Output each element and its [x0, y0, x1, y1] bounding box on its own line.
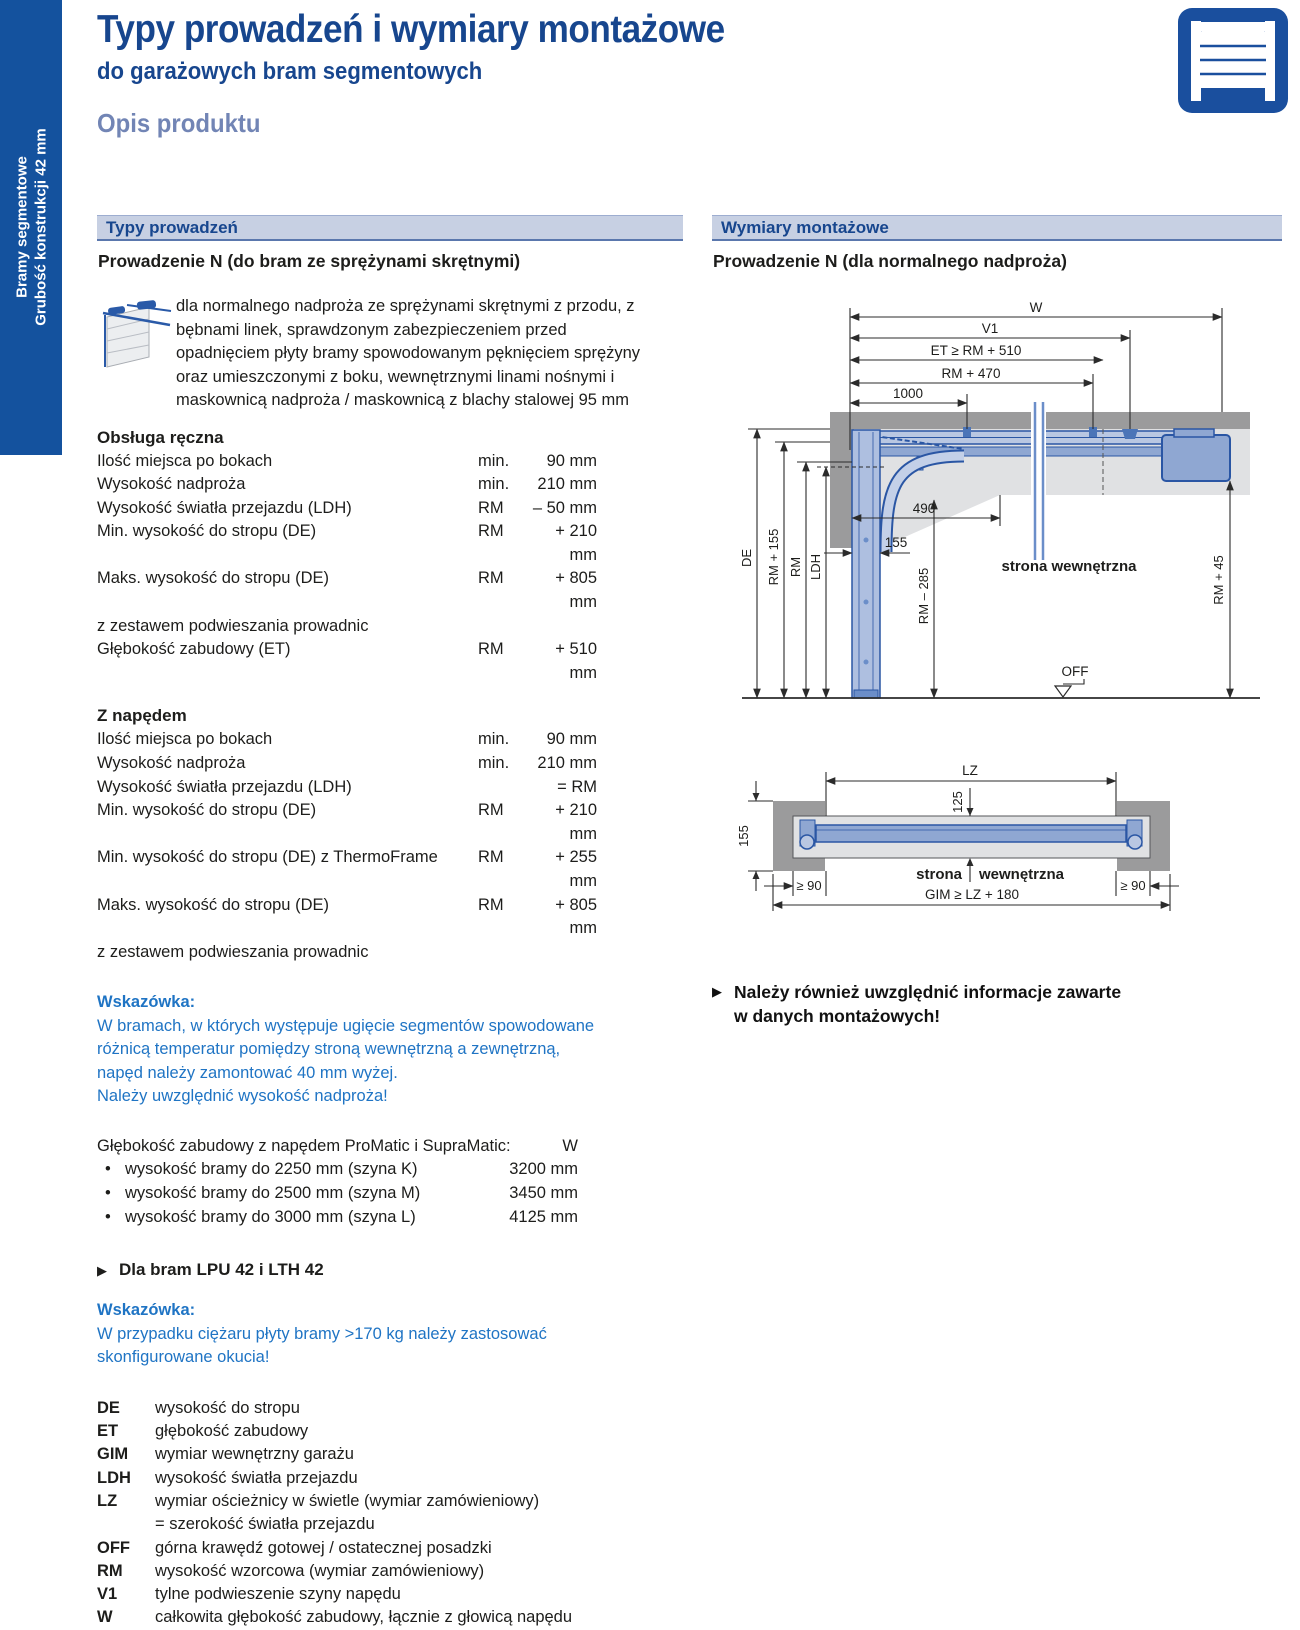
- triangle-bullet: ▶: [97, 1263, 107, 1279]
- row-value: [524, 615, 597, 639]
- row-label: Głębokość zabudowy (ET): [97, 640, 291, 659]
- legend-key: W: [97, 1608, 113, 1627]
- row-prefix: [478, 776, 524, 800]
- frame-and-door: [793, 816, 1150, 858]
- legend-text: = szerokość światła przejazdu: [155, 1515, 375, 1534]
- row-prefix: RM: [478, 801, 504, 820]
- legend-text: wysokość światła przejazdu: [155, 1468, 358, 1487]
- row-value: + 210 mm: [555, 522, 597, 564]
- for-doors-note: [97, 1260, 683, 1282]
- sidebar-line2: Grubość konstrukcji 42 mm: [32, 128, 50, 326]
- drive-head: [1162, 435, 1230, 481]
- note-line-1: Należy również uwzględnić informacje zawarte: [734, 982, 1122, 1002]
- row-prefix: RM: [478, 640, 504, 659]
- dim-rm45-label: RM + 45: [1211, 555, 1226, 605]
- legend-text: głębokość zabudowy: [155, 1422, 309, 1441]
- row-label: z zestawem podwieszania prowadnic: [97, 942, 369, 961]
- depth-heading: Głębokość zabudowy z napędem ProMatic i SupraMatic:: [97, 1136, 511, 1155]
- table-row: [97, 497, 683, 521]
- legend-key: OFF: [97, 1538, 130, 1557]
- hint-line: W przypadku ciężaru płyty bramy >170 kg należy zastosować: [97, 1324, 547, 1343]
- dim-gim-label: GIM ≥ LZ + 180: [924, 887, 1020, 902]
- intro-paragraph: dla normalnego nadproża ze sprężynami skrętnymi z przodu, z bębnami linek, sprawdzonym zabezpieczeniem przed opadnięciem płyty bramy spowodowanym pęknięciem sprężyny oraz umieszczonymi z boku, wewnętrznymi linami nośnymi i maskownicą nadproża / maskownicą z blachy stalowej 95 mm: [176, 297, 641, 409]
- item-value: 3200 mm: [509, 1160, 578, 1179]
- legend-key: DE: [97, 1398, 120, 1417]
- installation-note: [712, 980, 1282, 1028]
- dim-ldh-label: LDH: [808, 553, 823, 581]
- depth-heading-row: [97, 1135, 578, 1159]
- sidebar-tab: [0, 0, 62, 455]
- off-level-symbol: [1055, 664, 1089, 697]
- row-label: Min. wysokość do stropu (DE): [97, 522, 317, 541]
- legend-key: GIM: [97, 1445, 129, 1464]
- row-label: Wysokość nadproża: [97, 475, 246, 494]
- inner-side-label: strona wewnętrzna: [1001, 558, 1137, 575]
- inner-side-word-1: strona: [916, 866, 962, 883]
- intro-block: [97, 295, 683, 413]
- left-column: [97, 215, 683, 1630]
- row-label: Wysokość światła przejazdu (LDH): [97, 777, 352, 796]
- page-header: [97, 8, 794, 139]
- row-value: 210 mm: [537, 475, 597, 494]
- list-item: [97, 1206, 578, 1230]
- page-title: Typy prowadzeń i wymiary montażowe: [97, 8, 725, 51]
- row-value: + 210 mm: [555, 801, 597, 843]
- item-value: 4125 mm: [509, 1207, 578, 1226]
- legend-text: wymiar wewnętrzny garażu: [155, 1445, 354, 1464]
- legend-row: [97, 1420, 683, 1443]
- hint-line: W bramach, w których występuje ugięcie segmentów spowodowane: [97, 1016, 595, 1035]
- depth-col-header: W: [562, 1136, 578, 1155]
- legend-text: całkowita głębokość zabudowy, łącznie z głowicą napędu: [155, 1608, 573, 1627]
- legend-row: [97, 1443, 683, 1466]
- row-label: Min. wysokość do stropu (DE): [97, 801, 317, 820]
- row-label: Ilość miejsca po bokach: [97, 730, 273, 749]
- hint-title: Wskazówka:: [97, 1301, 196, 1320]
- break-symbol: [1031, 402, 1046, 560]
- row-value: + 805 mm: [555, 569, 597, 612]
- table-row: [97, 615, 683, 639]
- row-value: [524, 941, 597, 965]
- dim-125: [950, 788, 974, 816]
- dim-v1-label: V1: [981, 321, 999, 336]
- note-line-2: w danych montażowych!: [734, 1006, 941, 1026]
- row-value: + 805 mm: [555, 895, 597, 938]
- ge90-right-label: ≥ 90: [1120, 878, 1146, 893]
- right-section-bar: Wymiary montażowe: [712, 215, 1282, 241]
- row-value: – 50 mm: [532, 498, 597, 517]
- dim-rm155-label: RM + 155: [766, 528, 781, 586]
- item-value: 3450 mm: [509, 1184, 578, 1203]
- inner-side-plan-label: [916, 858, 1065, 883]
- table-row: [97, 752, 683, 776]
- for-doors-text: Dla bram LPU 42 i LTH 42: [119, 1260, 324, 1280]
- dim-155-plan: [748, 781, 773, 891]
- row-value: = RM: [557, 777, 597, 796]
- note-text: [734, 980, 1121, 1028]
- legend-key: [97, 1513, 155, 1536]
- table-row: [97, 728, 683, 752]
- row-prefix: min.: [478, 730, 510, 749]
- manual-title: Obsługa ręczna: [97, 427, 224, 447]
- dim-1000-label: 1000: [892, 386, 924, 401]
- dim-lz-label: LZ: [962, 763, 978, 778]
- hint-title: Wskazówka:: [97, 993, 196, 1012]
- hint-line: skonfigurowane okucia!: [97, 1348, 270, 1367]
- drive-table: [97, 704, 683, 964]
- off-label: OFF: [1061, 664, 1089, 679]
- legend-text: wysokość wzorcowa (wymiar zamówieniowy): [155, 1561, 485, 1580]
- legend-row: [97, 1467, 683, 1490]
- garage-door-icon: [1178, 8, 1288, 123]
- legend-key: ET: [97, 1422, 119, 1441]
- sectional-door-icon: [97, 295, 176, 413]
- list-item: [97, 1182, 578, 1206]
- legend-row: [97, 1537, 683, 1560]
- table-row: [97, 776, 683, 800]
- sidebar-vertical-text: [1, 0, 63, 455]
- table-row: [97, 894, 683, 941]
- bullet: •: [105, 1184, 111, 1203]
- plan-view-diagram: [712, 748, 1282, 938]
- row-prefix: RM: [478, 569, 504, 588]
- table-row: [97, 638, 683, 685]
- hint-line: Należy uwzględnić wysokość nadproża!: [97, 1087, 388, 1106]
- dim-de-label: DE: [739, 548, 754, 568]
- legend-row: [97, 1606, 683, 1629]
- left-section-bar: Typy prowadzeń: [97, 215, 683, 241]
- legend-row: [97, 1490, 683, 1513]
- table-row: [97, 846, 683, 893]
- row-label: Wysokość nadproża: [97, 754, 246, 773]
- legend-key: RM: [97, 1561, 123, 1580]
- hint-block-1: [97, 991, 683, 1109]
- table-row: [97, 941, 683, 965]
- page-subtitle: do garażowych bram segmentowych: [97, 58, 483, 85]
- row-label: Wysokość światła przejazdu (LDH): [97, 498, 352, 517]
- row-prefix: RM: [478, 498, 504, 517]
- row-label: Min. wysokość do stropu (DE) z ThermoFrame: [97, 848, 438, 867]
- left-subheader: Prowadzenie N (do bram ze sprężynami skrętnymi): [98, 251, 521, 271]
- legend-row: [97, 1560, 683, 1583]
- dim-155-plan-label: 155: [736, 825, 751, 847]
- inner-side-word-2: wewnętrzna: [979, 866, 1065, 883]
- item-label: wysokość bramy do 2250 mm (szyna K): [125, 1160, 418, 1179]
- row-value: 90 mm: [546, 730, 597, 749]
- right-column: [712, 215, 1282, 1028]
- row-prefix: RM: [478, 895, 504, 914]
- dim-490-label: 490: [912, 501, 936, 516]
- table-row: [97, 473, 683, 497]
- depth-list: [97, 1135, 578, 1229]
- dim-rm-label: RM: [788, 556, 803, 578]
- legend-row: [97, 1513, 683, 1536]
- bullet: •: [105, 1160, 111, 1179]
- sidebar-line1: Bramy segmentowe: [13, 156, 31, 298]
- dim-125-label: 125: [950, 791, 965, 813]
- dim-et-label: ET ≥ RM + 510: [930, 343, 1022, 358]
- dim-rm285-label: RM – 285: [916, 567, 931, 625]
- legend-text: tylne podwieszenie szyny napędu: [155, 1585, 401, 1604]
- right-subheader: Prowadzenie N (dla normalnego nadproża): [713, 251, 1067, 271]
- dim-w-label: W: [1029, 300, 1043, 315]
- row-prefix: [478, 941, 524, 965]
- legend-text: górna krawędź gotowej / ostatecznej posadzki: [155, 1538, 492, 1557]
- dim-rm470-label: RM + 470: [941, 366, 1001, 381]
- bullet: •: [105, 1207, 111, 1226]
- hint-block-2: [97, 1299, 683, 1370]
- legend-row: [97, 1583, 683, 1606]
- row-prefix: RM: [478, 848, 504, 867]
- legend-key: LZ: [97, 1491, 118, 1510]
- item-label: wysokość bramy do 2500 mm (szyna M): [125, 1184, 421, 1203]
- legend-key: V1: [97, 1585, 118, 1604]
- row-label: z zestawem podwieszania prowadnic: [97, 616, 369, 635]
- section-label: Opis produktu: [97, 108, 261, 138]
- row-value: 90 mm: [546, 451, 597, 470]
- table-row: [97, 567, 683, 614]
- row-label: Maks. wysokość do stropu (DE): [97, 569, 329, 588]
- hint-line: napęd należy zamontować 40 mm wyżej.: [97, 1063, 398, 1082]
- table-row: [97, 520, 683, 567]
- hint-line: różnicą temperatur pomiędzy stroną wewnętrzną a zewnętrzną,: [97, 1040, 561, 1059]
- dim-155-label: 155: [884, 535, 908, 550]
- table-row: [97, 450, 683, 474]
- triangle-bullet: ▶: [712, 984, 722, 999]
- side-view-diagram: [712, 290, 1282, 723]
- row-prefix: min.: [478, 475, 510, 494]
- row-value: + 255 mm: [555, 848, 597, 890]
- abbreviation-legend: [97, 1397, 683, 1630]
- legend-row: [97, 1397, 683, 1420]
- list-item: [97, 1158, 578, 1182]
- row-prefix: min.: [478, 451, 510, 470]
- legend-key: LDH: [97, 1468, 131, 1487]
- row-prefix: min.: [478, 754, 510, 773]
- row-label: Ilość miejsca po bokach: [97, 451, 273, 470]
- row-label: Maks. wysokość do stropu (DE): [97, 895, 329, 914]
- row-prefix: RM: [478, 522, 504, 541]
- legend-text: wysokość do stropu: [155, 1398, 300, 1417]
- drive-title: Z napędem: [97, 706, 187, 726]
- row-value: 210 mm: [537, 754, 597, 773]
- table-row: [97, 799, 683, 846]
- manual-table: [97, 426, 683, 686]
- row-prefix: [478, 615, 524, 639]
- item-label: wysokość bramy do 3000 mm (szyna L): [125, 1207, 416, 1226]
- row-value: + 510 mm: [555, 640, 597, 682]
- ge90-left-label: ≥ 90: [796, 878, 822, 893]
- legend-text: wymiar ościeżnicy w świetle (wymiar zamówieniowy): [155, 1491, 540, 1510]
